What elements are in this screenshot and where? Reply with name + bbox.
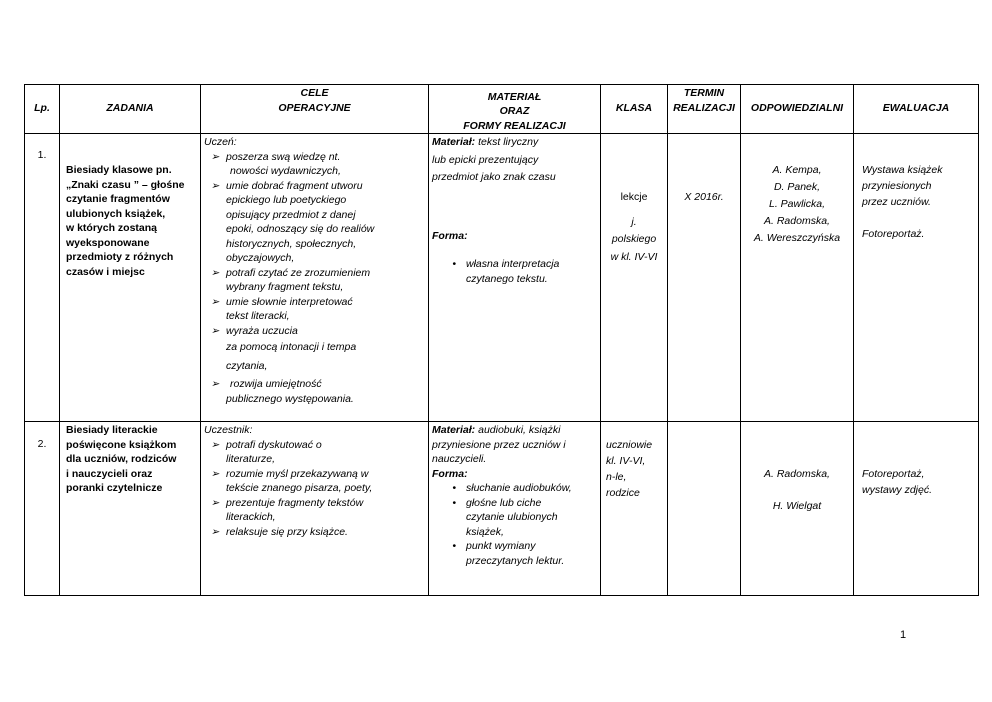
goal-line: umie słownie interpretować — [226, 295, 353, 308]
arrow-bullet-icon: ➢ — [210, 467, 220, 480]
list-item — [204, 467, 425, 496]
class-cell — [601, 134, 668, 422]
forma-line: książek, — [466, 525, 504, 538]
forma-line: czytanie ulubionych — [466, 511, 558, 523]
material-cell — [429, 134, 601, 422]
responsible-line: A. Wereszczyńska — [753, 232, 841, 244]
header-odpowiedzialni: ODPOWIEDZIALNI — [741, 85, 854, 134]
forma-line: własna interpretacja — [466, 258, 560, 270]
goal-line: czytania, — [226, 359, 268, 372]
goal-line: relaksuje się przy książce. — [226, 525, 348, 538]
class-line: lekcje — [620, 191, 648, 203]
goal-line: wybrany fragment tekstu, — [226, 281, 344, 293]
task-line: czytanie fragmentów — [66, 193, 170, 205]
dot-bullet-icon: • — [452, 496, 456, 509]
list-item — [204, 295, 425, 324]
arrow-bullet-icon: ➢ — [210, 266, 220, 279]
material-text: przyniesione przez uczniów i — [432, 438, 566, 451]
goal-line: epickiego lub poetyckiego — [226, 194, 347, 206]
list-item — [204, 496, 425, 525]
evaluation-line: przyniesionych — [862, 180, 932, 192]
task-line: „Znaki czasu ” – głośne — [66, 178, 185, 191]
goal-line: literaturze, — [226, 453, 276, 465]
task-line: Biesiady literackie — [66, 424, 158, 436]
task-line: Biesiady klasowe pn. — [66, 164, 172, 176]
list-item — [204, 179, 425, 266]
goal-line: poszerza swą wiedzę nt. — [226, 150, 341, 163]
header-cele-line: OPERACYJNE — [278, 101, 351, 114]
forma-line: punkt wymiany — [466, 540, 536, 552]
arrow-bullet-icon: ➢ — [210, 378, 220, 390]
header-material-line: ORAZ — [499, 105, 530, 117]
goal-line: potrafi czytać ze zrozumieniem — [226, 266, 371, 279]
goal-line: publicznego występowania. — [226, 392, 354, 405]
header-termin — [668, 85, 741, 134]
forma-label: Forma: — [432, 467, 468, 480]
task-line: wyeksponowane — [66, 236, 150, 249]
goals-intro: Uczeń: — [204, 136, 237, 148]
class-line: j. — [631, 215, 637, 228]
forma-line: przeczytanych lektur. — [466, 554, 565, 567]
header-cele — [201, 85, 429, 134]
dot-bullet-icon: • — [452, 540, 456, 552]
goal-line: nowości wydawniczych, — [230, 165, 341, 177]
page-number: 1 — [900, 629, 907, 641]
responsible-line — [744, 482, 850, 498]
arrow-bullet-icon: ➢ — [210, 324, 220, 337]
header-material-line: FORMY REALIZACJI — [463, 119, 566, 132]
list-item — [204, 266, 425, 295]
header-zadania: ZADANIA — [60, 85, 201, 134]
material-text: tekst liryczny — [475, 136, 539, 148]
material-text: lub epicki prezentujący — [432, 153, 539, 166]
arrow-bullet-icon: ➢ — [210, 150, 220, 163]
header-material — [429, 85, 601, 134]
responsible-line: H. Wielgat — [772, 500, 822, 512]
material-text: audiobuki, książki — [475, 424, 561, 436]
task-line: czasów i miejsc — [66, 265, 145, 278]
responsible-line: A. Radomska, — [764, 468, 830, 480]
row-number — [25, 134, 60, 422]
responsible-line: A. Radomska, — [764, 215, 830, 227]
task-line: i nauczycieli oraz — [66, 467, 153, 480]
plan-table — [24, 84, 979, 596]
evaluation-line: wystawy zdjęć. — [862, 484, 933, 496]
class-line: polskiego — [611, 233, 657, 245]
dot-bullet-icon: • — [452, 482, 456, 494]
list-item — [204, 377, 425, 406]
list-item — [204, 324, 425, 374]
forma-line: słuchanie audiobuków, — [466, 482, 572, 494]
arrow-bullet-icon: ➢ — [210, 525, 220, 538]
row-number-text: 2. — [37, 438, 47, 450]
material-label: Materiał: — [432, 136, 476, 148]
header-cele-line: CELE — [300, 87, 329, 99]
header-row — [25, 85, 979, 134]
arrow-bullet-icon: ➢ — [210, 295, 220, 308]
evaluation-cell — [854, 422, 979, 596]
responsible-line: L. Pawlicka, — [768, 198, 826, 210]
evaluation-cell — [854, 134, 979, 422]
class-line: uczniowie — [606, 439, 653, 451]
table-row — [25, 422, 979, 596]
class-cell — [601, 422, 668, 596]
goal-line: za pomocą intonacji i tempa — [226, 341, 357, 353]
material-cell — [429, 422, 601, 596]
row-number — [25, 422, 60, 596]
arrow-bullet-icon: ➢ — [210, 438, 220, 451]
goal-line: prezentuje fragmenty tekstów — [226, 496, 364, 509]
responsible-cell — [741, 422, 854, 596]
task-line: poświęcone książkom — [66, 438, 177, 451]
class-line: n-le, — [606, 471, 627, 483]
goal-line: tekst literacki, — [226, 310, 290, 322]
forma-line: czytanego tekstu. — [466, 272, 548, 285]
evaluation-line: Wystawa książek — [862, 164, 943, 176]
list-item — [204, 525, 425, 540]
responsible-line: D. Panek, — [773, 181, 821, 193]
goal-line: rozumie myśl przekazywaną w — [226, 467, 369, 480]
responsible-cell — [741, 134, 854, 422]
arrow-bullet-icon: ➢ — [210, 179, 220, 192]
class-line: w kl. IV-VI — [610, 250, 658, 263]
goal-line: wyraża uczucia — [226, 324, 298, 337]
term-text: X 2016r. — [684, 191, 724, 203]
list-item — [432, 539, 597, 568]
list-item — [432, 481, 597, 496]
task-line: ulubionych książek, — [66, 207, 166, 220]
dot-bullet-icon: • — [452, 258, 456, 270]
list-item — [432, 496, 597, 540]
evaluation-line: przez uczniów. — [862, 196, 931, 208]
header-material-line: MATERIAŁ — [487, 90, 542, 103]
goals-cell — [201, 134, 429, 422]
responsible-line: A. Kempa, — [772, 164, 822, 176]
goal-line: epoki, odnoszący się do realiów — [226, 223, 375, 235]
class-line: kl. IV-VI, — [606, 455, 646, 467]
task-cell — [60, 422, 201, 596]
list-item — [204, 438, 425, 467]
task-line: dla uczniów, rodziców — [66, 453, 177, 465]
goal-line: umie dobrać fragment utworu — [226, 179, 363, 192]
header-termin-line: TERMIN — [683, 87, 725, 99]
list-item — [204, 150, 425, 179]
evaluation-line: Fotoreportaż. — [862, 228, 925, 240]
goal-line: potrafi dyskutować o — [226, 438, 322, 451]
list-item — [432, 257, 597, 286]
header-lp: Lp. — [25, 85, 60, 134]
header-termin-line: REALIZACJI — [673, 101, 735, 114]
term-cell — [668, 134, 741, 422]
goal-line: rozwija umiejętność — [230, 378, 322, 390]
evaluation-line — [862, 210, 975, 226]
goal-line: opisujący przedmiot z danej — [226, 208, 356, 221]
goal-line: historycznych, społecznych, — [226, 237, 357, 250]
goals-intro: Uczestnik: — [204, 424, 253, 436]
task-cell — [60, 134, 201, 422]
evaluation-line: Fotoreportaż, — [862, 468, 925, 480]
row-number-text: 1. — [37, 149, 47, 161]
header-ewaluacja: EWALUACJA — [854, 85, 979, 134]
class-line: rodzice — [606, 487, 640, 499]
table-row — [25, 134, 979, 422]
material-text: nauczycieli. — [432, 453, 487, 465]
term-cell — [668, 422, 741, 596]
task-line: przedmioty z różnych — [66, 251, 174, 263]
goal-line: literackich, — [226, 511, 276, 523]
arrow-bullet-icon: ➢ — [210, 496, 220, 509]
task-line: poranki czytelnicze — [66, 482, 163, 494]
task-line: w których zostaną — [66, 222, 158, 234]
forma-line: głośne lub ciche — [466, 496, 542, 509]
goals-cell — [201, 422, 429, 596]
header-klasa: KLASA — [601, 85, 668, 134]
goal-line: tekście znanego pisarza, poety, — [226, 482, 373, 494]
goal-line: obyczajowych, — [226, 252, 295, 264]
material-text: przedmiot jako znak czasu — [432, 171, 556, 183]
material-label: Materiał: — [432, 424, 476, 436]
forma-label: Forma: — [432, 229, 468, 242]
